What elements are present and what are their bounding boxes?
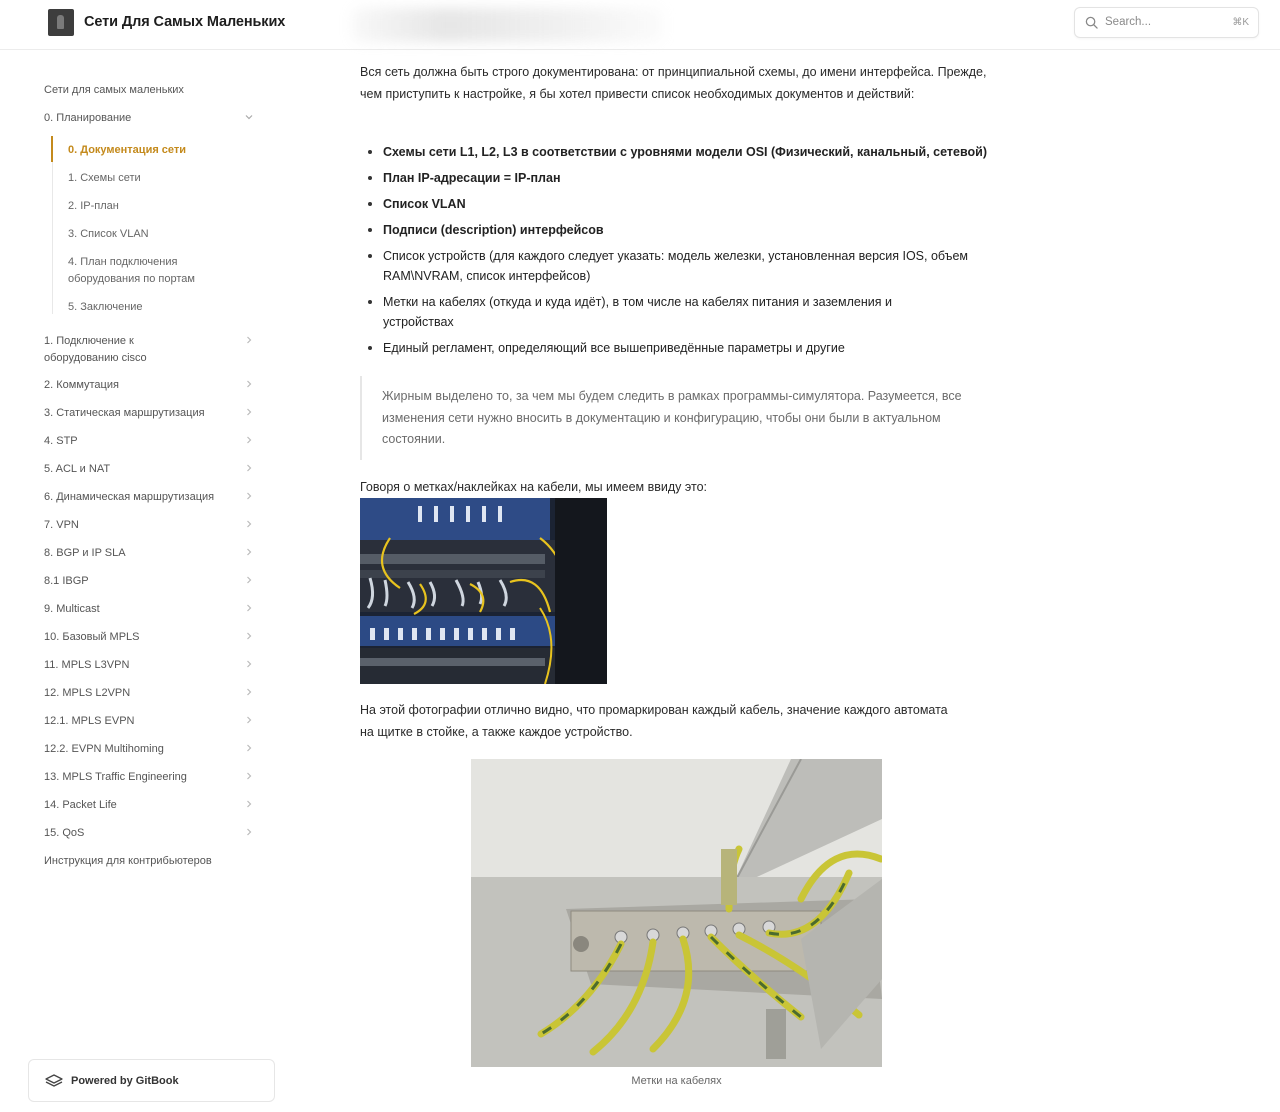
documents-list <box>360 142 1010 364</box>
sidebar-item-label: 9. Multicast <box>44 603 100 615</box>
gitbook-icon <box>45 1073 63 1088</box>
subnav-guide-line <box>52 146 53 314</box>
chevron-right-icon[interactable] <box>244 547 254 557</box>
sidebar-item-section[interactable] <box>44 405 258 422</box>
chevron-right-icon[interactable] <box>244 519 254 529</box>
sidebar-item-label: 1. Подключение к оборудованию cisco <box>44 335 147 364</box>
list-item: Список устройств (для каждого следует указать: модель железки, установленная версия IOS, объем RAM\NVRAM, список интерфейсов) <box>360 246 980 286</box>
sidebar-item-section[interactable] <box>44 517 258 534</box>
search-input[interactable] <box>1074 7 1259 38</box>
list-item: Список VLAN <box>360 194 1010 214</box>
sidebar-item-section[interactable] <box>44 489 258 506</box>
sidebar-subitem-conclusion[interactable]: 5. Заключение <box>68 301 143 313</box>
search-shortcut: ⌘K <box>1232 17 1249 28</box>
chevron-right-icon[interactable] <box>244 659 254 669</box>
sidebar-subitem-schemes[interactable]: 1. Схемы сети <box>68 172 141 184</box>
sidebar-item-label: 13. MPLS Traffic Engineering <box>44 771 187 783</box>
chevron-right-icon[interactable] <box>244 771 254 781</box>
sidebar-item-section[interactable] <box>44 377 258 394</box>
sidebar-item-label: 10. Базовый MPLS <box>44 631 140 643</box>
hint-blockquote <box>360 376 990 460</box>
intro-paragraph: Вся сеть должна быть строго документирована: от принципиальной схемы, до имени интерфейса. Прежде, чем приступить к настройке, я бы хотел привести список необходимых документов и действий: <box>360 65 987 101</box>
sidebar-item-label: 11. MPLS L3VPN <box>44 659 130 671</box>
chevron-right-icon[interactable] <box>244 799 254 809</box>
sidebar-item-label: 0. Планирование <box>44 112 132 124</box>
chevron-right-icon[interactable] <box>244 407 254 417</box>
chevron-right-icon[interactable] <box>244 687 254 697</box>
chevron-right-icon[interactable] <box>244 335 254 345</box>
sidebar-item-label: 12.1. MPLS EVPN <box>44 715 135 727</box>
sidebar-item-label: 3. Статическая маршрутизация <box>44 407 205 419</box>
list-item: Схемы сети L1, L2, L3 в соответствии с уровнями модели OSI (Физический, канальный, сетевой) <box>360 142 1010 162</box>
sidebar-item-label: 5. ACL и NAT <box>44 463 111 475</box>
sidebar-subitem-port-plan[interactable]: 4. План подключения оборудования по портам <box>68 256 195 285</box>
hint-text: Жирным выделено то, за чем мы будем следить в рамках программы-симулятора. Разумеется, все изменения сети нужно вносить в документацию и конфигурацию, чтобы они были в актуальном состоянии. <box>382 389 962 446</box>
site-logo[interactable] <box>48 9 74 36</box>
blurred-page-title <box>352 8 664 42</box>
sidebar-item-section[interactable] <box>44 545 258 562</box>
list-item: Метки на кабелях (откуда и куда идёт), в том числе на кабелях питания и заземления и устройствах <box>360 292 950 332</box>
sidebar-item-label: 14. Packet Life <box>44 799 117 811</box>
sidebar-subitem-ip-plan[interactable]: 2. IP-план <box>68 200 119 212</box>
list-item: План IP-адресации = IP-план <box>360 168 1010 188</box>
sidebar-item-section[interactable] <box>44 433 258 450</box>
list-item: Подписи (description) интерфейсов <box>360 220 1010 240</box>
sidebar-item-label: 15. QoS <box>44 827 85 839</box>
chevron-down-icon[interactable] <box>244 112 254 122</box>
sidebar-item-section[interactable] <box>44 461 258 478</box>
sidebar-subitem-documentation[interactable]: 0. Документация сети <box>68 144 187 156</box>
active-indicator <box>51 136 53 162</box>
sidebar-subitem-vlan-list[interactable]: 3. Список VLAN <box>68 228 149 240</box>
chevron-right-icon[interactable] <box>244 631 254 641</box>
sidebar-item-section[interactable] <box>44 797 258 814</box>
chevron-right-icon[interactable] <box>244 491 254 501</box>
powered-by-gitbook[interactable] <box>28 1059 275 1102</box>
list-item: Единый регламент, определяющий все вышеприведённые параметры и другие <box>360 338 1010 358</box>
sidebar-item-section[interactable] <box>44 601 258 618</box>
sidebar-item-planning[interactable] <box>44 110 258 127</box>
chevron-right-icon[interactable] <box>244 379 254 389</box>
sidebar-item-root[interactable]: Сети для самых маленьких <box>44 84 184 96</box>
sidebar-item-section[interactable] <box>44 573 258 590</box>
sidebar-item-section[interactable] <box>44 769 258 786</box>
chevron-right-icon[interactable] <box>244 435 254 445</box>
sidebar-item-section[interactable] <box>44 629 258 646</box>
grounding-photo <box>471 759 882 1067</box>
sidebar-item-section[interactable] <box>44 741 258 758</box>
search-placeholder: Search... <box>1105 16 1152 28</box>
sidebar-item-section[interactable] <box>44 713 258 730</box>
site-title[interactable]: Сети Для Самых Маленьких <box>84 14 286 30</box>
sidebar-item-section[interactable] <box>44 685 258 702</box>
powered-by-label: Powered by GitBook <box>71 1075 179 1087</box>
sidebar-item-label: 12.2. EVPN Multihoming <box>44 743 164 755</box>
sidebar-item-label: 7. VPN <box>44 519 79 531</box>
sidebar-item-section[interactable] <box>44 825 258 842</box>
photo-caption: Метки на кабелях <box>631 1075 722 1087</box>
sidebar-item-label: 2. Коммутация <box>44 379 119 391</box>
sidebar-item-label: 12. MPLS L2VPN <box>44 687 131 699</box>
sidebar-item-label: 4. STP <box>44 435 78 447</box>
chevron-right-icon[interactable] <box>244 827 254 837</box>
sidebar-item-section[interactable] <box>44 657 258 674</box>
sidebar-item-label: 8.1 IBGP <box>44 575 89 587</box>
chevron-right-icon[interactable] <box>244 575 254 585</box>
sidebar-item-label: 8. BGP и IP SLA <box>44 547 126 559</box>
chevron-right-icon[interactable] <box>244 463 254 473</box>
chevron-right-icon[interactable] <box>244 715 254 725</box>
search-icon <box>1085 16 1098 29</box>
rack-photo <box>360 498 607 684</box>
chevron-right-icon[interactable] <box>244 743 254 753</box>
sidebar-item-label: 6. Динамическая маршрутизация <box>44 491 215 503</box>
sidebar-item-section[interactable] <box>44 333 258 367</box>
sidebar-item-contributors[interactable]: Инструкция для контрибьютеров <box>44 855 212 867</box>
chevron-right-icon[interactable] <box>244 603 254 613</box>
photo-description: На этой фотографии отлично видно, что промаркирован каждый кабель, значение каждого автомата на щитке в стойке, а также каждое устройство. <box>360 703 948 739</box>
labels-intro-paragraph: Говоря о метках/наклейках на кабели, мы имеем ввиду это: <box>360 480 707 494</box>
top-header <box>0 0 1280 50</box>
